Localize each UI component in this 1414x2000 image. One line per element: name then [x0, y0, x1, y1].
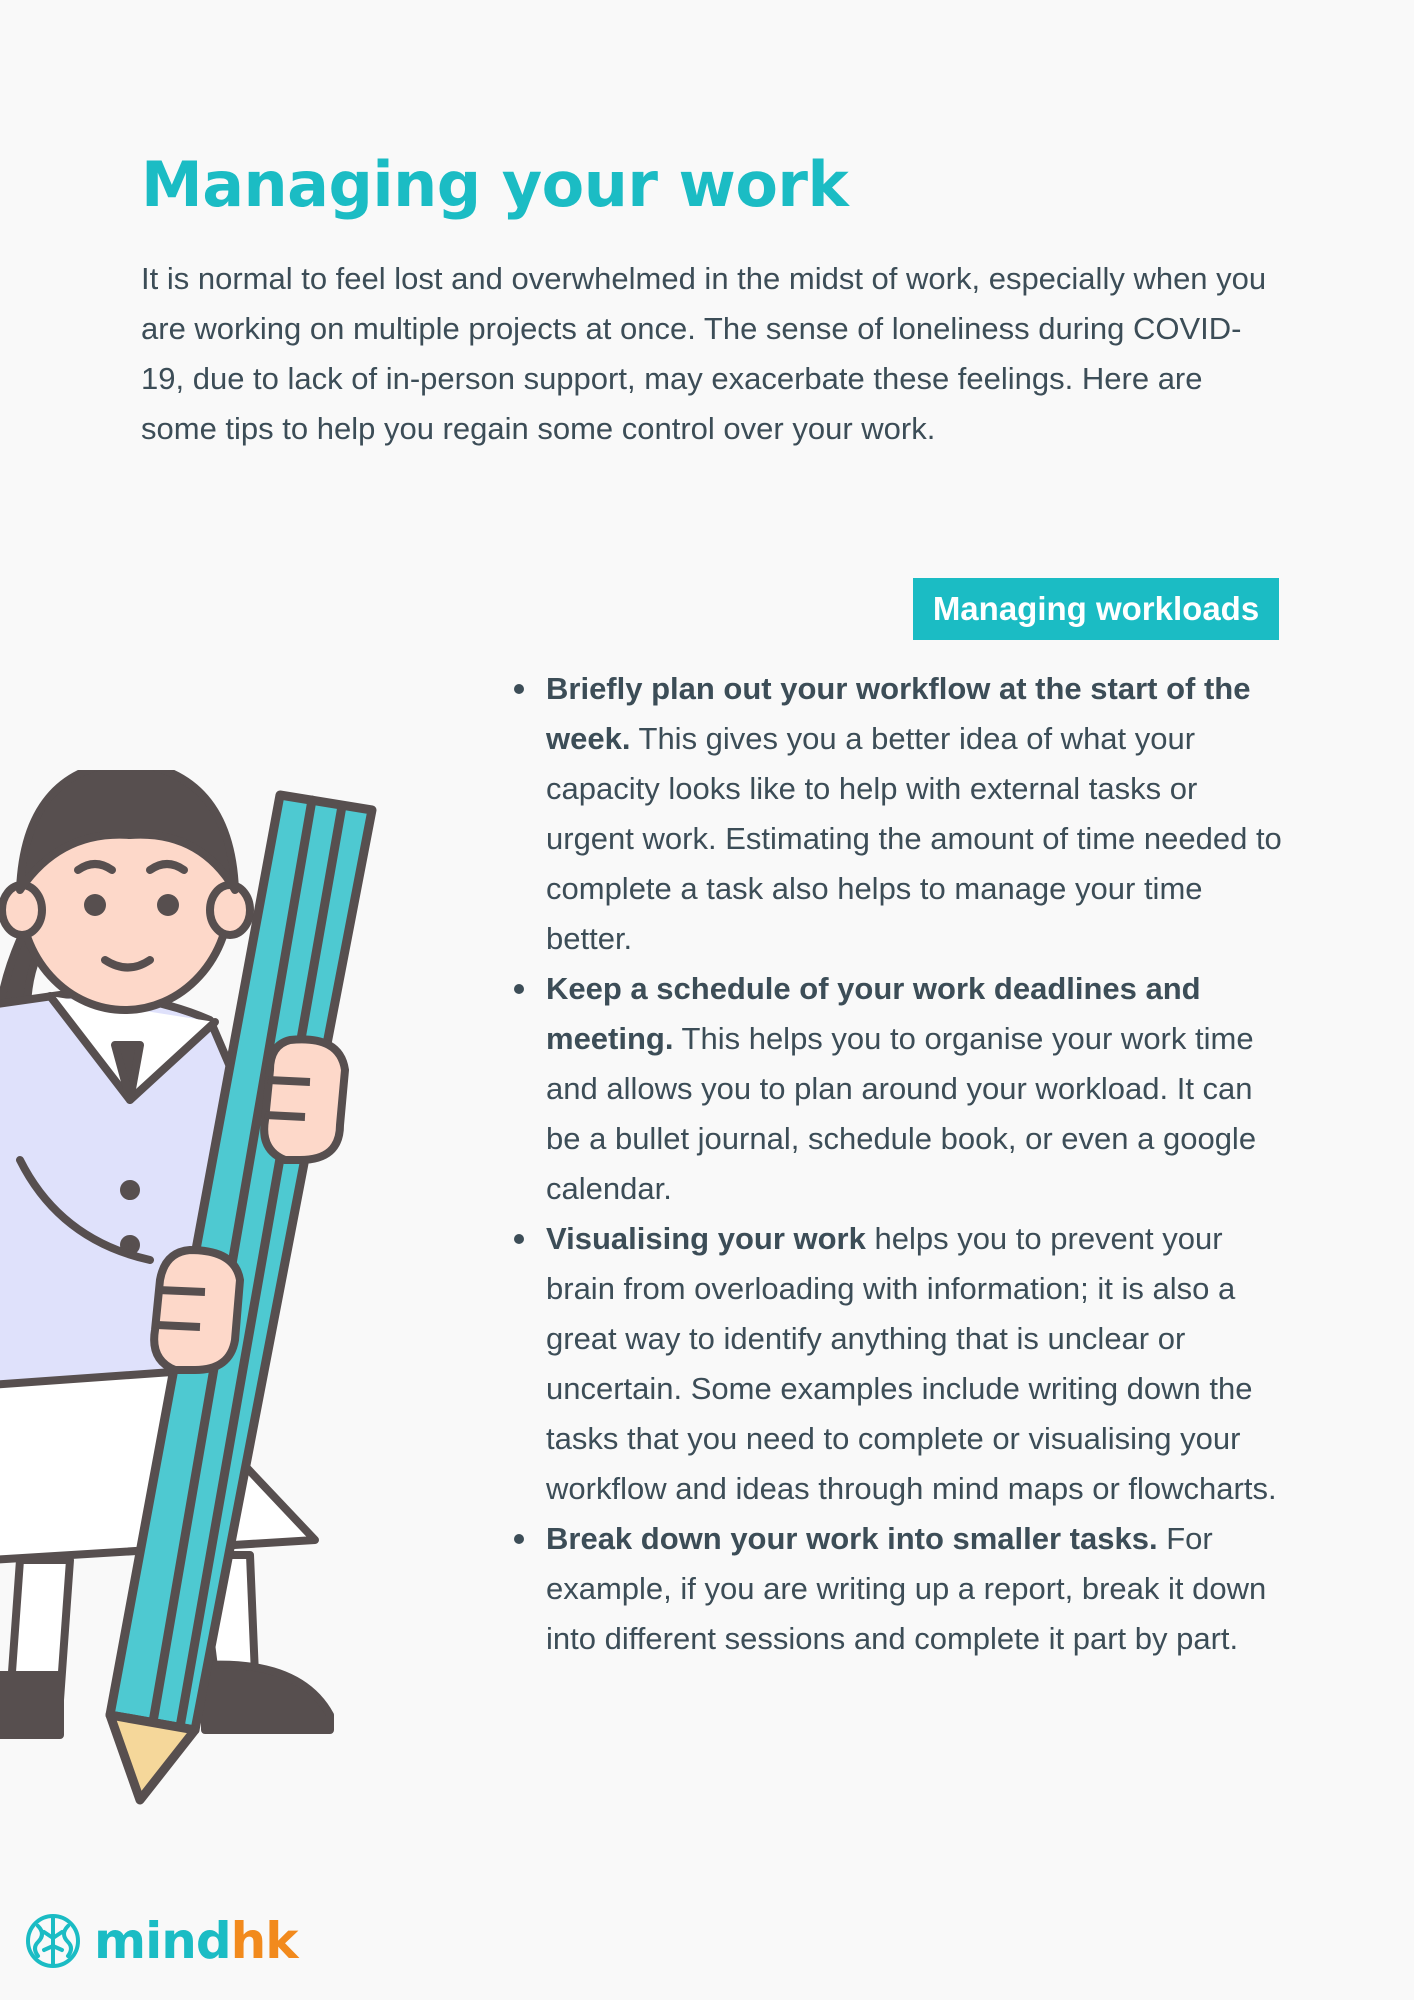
intro-paragraph: It is normal to feel lost and overwhelmed in the midst of work, especially when you are working on multiple projects at once. The sense of loneliness during COVID-19, due to lack of in-person support, may exacerbate these feelings. Here are some tips to help you regain some control over your work. [141, 261, 1267, 446]
bullet-icon [514, 684, 524, 694]
section-badge: Managing workloads [913, 578, 1279, 640]
tip-text: For example, if you are writing up a report, break it down into different sessions and complete it part by part. [546, 1521, 1267, 1656]
tip-heading: Briefly plan out your workflow at the start of the week. [546, 671, 1251, 756]
bullet-icon [514, 984, 524, 994]
tip-item [546, 964, 1286, 1214]
logo-wordmark [94, 1912, 297, 1970]
brain-icon [24, 1912, 82, 1970]
tip-text: This helps you to organise your work time and allows you to plan around your workload. It can be a bullet journal, schedule book, or even a google calendar. [546, 1021, 1257, 1206]
logo-hk-text: hk [230, 1912, 298, 1970]
tip-item [546, 664, 1286, 964]
tip-heading: Break down your work into smaller tasks. [546, 1521, 1158, 1556]
person-holding-pencil-illustration [0, 770, 400, 1825]
tip-item [546, 1514, 1286, 1664]
mindhk-logo [24, 1912, 297, 1970]
logo-mind-text: mind [94, 1912, 231, 1970]
page-title: Managing your work [141, 148, 849, 221]
bullet-icon [514, 1234, 524, 1244]
tip-text: This gives you a better idea of what your capacity looks like to help with external tasks or urgent work. Estimating the amount of time needed to complete a task also helps to manage your time better. [546, 721, 1282, 956]
tip-item [546, 1214, 1286, 1514]
tip-heading: Keep a schedule of your work deadlines and meeting. [546, 971, 1201, 1056]
tip-text: helps you to prevent your brain from overloading with information; it is also a great way to identify anything that is unclear or uncertain. Some examples include writing down the tasks that you need to complete or visualising your workflow and ideas through mind maps or flowcharts. [546, 1221, 1277, 1506]
tips-list [546, 664, 1286, 1664]
tip-heading: Visualising your work [546, 1221, 866, 1256]
bullet-icon [514, 1534, 524, 1544]
